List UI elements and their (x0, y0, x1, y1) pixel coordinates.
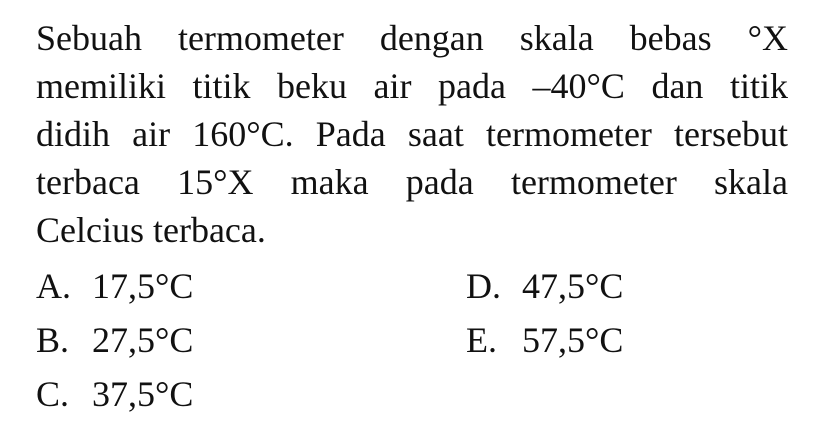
word: maka (290, 162, 369, 202)
question-line-3 (36, 110, 788, 158)
option-value: 57,5°C (522, 320, 624, 360)
word: 160°C. (192, 114, 294, 154)
word: terbaca (36, 162, 140, 202)
word: air (373, 66, 412, 106)
question-line-5 (36, 206, 788, 254)
word: tersebut (674, 114, 788, 154)
option-c[interactable] (36, 368, 193, 420)
word: termometer (177, 18, 344, 58)
word: air (132, 114, 171, 154)
word: Sebuah (36, 18, 142, 58)
word: Celcius terbaca. (36, 210, 266, 250)
option-letter: D. (466, 266, 501, 306)
word: °X (747, 18, 788, 58)
option-value: 37,5°C (92, 374, 194, 414)
option-a[interactable] (36, 260, 193, 312)
option-letter: E. (466, 320, 497, 360)
word: Pada (315, 114, 386, 154)
word: saat (407, 114, 464, 154)
option-letter: B. (36, 320, 70, 360)
word: memiliki (36, 66, 166, 106)
word: skala (519, 18, 594, 58)
question-line-1 (36, 14, 788, 62)
question-line-2 (36, 62, 788, 110)
word: didih (36, 114, 111, 154)
word: dan (651, 66, 704, 106)
option-b[interactable] (36, 314, 193, 366)
question-line-4 (36, 158, 788, 206)
word: termometer (485, 114, 652, 154)
word: beku (277, 66, 348, 106)
word: titik (192, 66, 251, 106)
word: pada (438, 66, 506, 106)
option-value: 17,5°C (92, 266, 194, 306)
word: skala (714, 162, 788, 202)
word: dengan (379, 18, 484, 58)
word: bebas (629, 18, 712, 58)
word: pada (405, 162, 474, 202)
option-e[interactable] (466, 314, 623, 366)
option-letter: C. (36, 374, 70, 414)
word: –40°C (532, 66, 625, 106)
word: termometer (510, 162, 677, 202)
option-value: 47,5°C (522, 266, 624, 306)
word: 15°X (177, 162, 254, 202)
option-value: 27,5°C (92, 320, 194, 360)
option-d[interactable] (466, 260, 623, 312)
question-text (36, 14, 788, 254)
option-letter: A. (36, 266, 71, 306)
word: titik (729, 66, 788, 106)
